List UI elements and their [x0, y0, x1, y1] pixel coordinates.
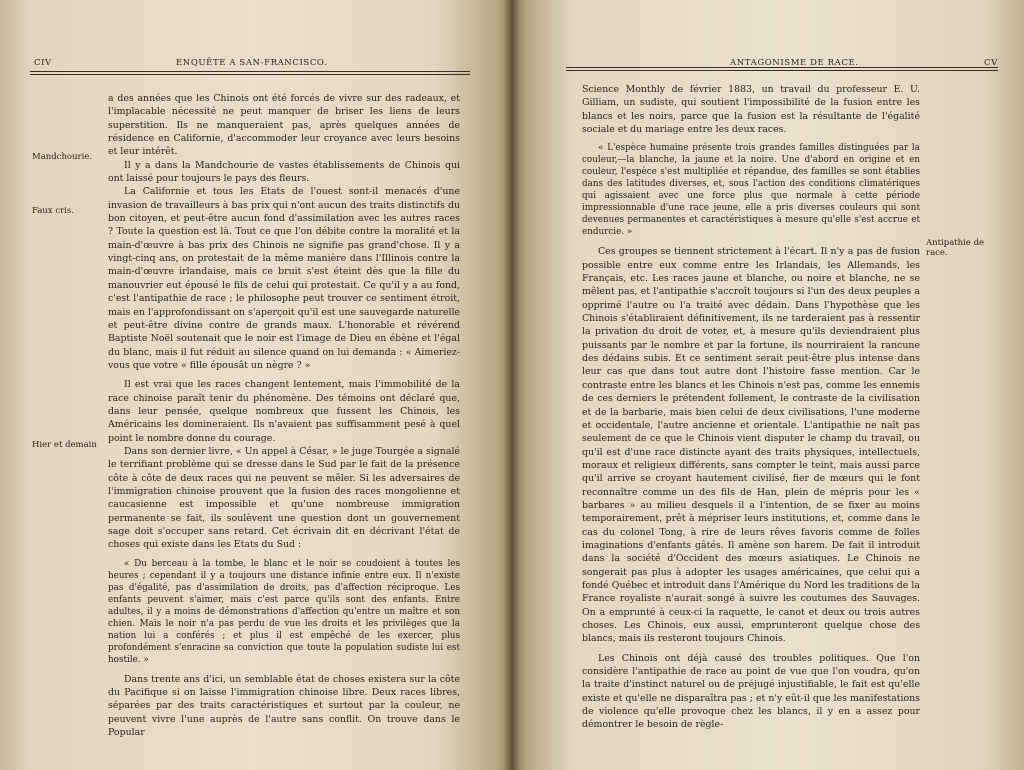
right-page-number: CV	[984, 58, 998, 68]
left-paragraph: La Californie et tous les Etats de l'ouest sont-il menacés d'une invasion de travailleurs à bas prix qui n'ont aucun des traits distinctifs du bon citoyen, et peut-être aucun fond d'assimilation avec les autres races ? Toute la question est là. Tout ce que l'on débite contre la moralité et la main-d'œuvre à bas prix des Chinois ne signifie pas grand'chose. Il y a vingt-cinq ans, on protestait de la même manière dans l'Illinois contre la main-d'œuvre irlandaise, mais ce bruit s'est éteint dès que la fille du manouvrier eut épousé le fils de celui qui protestait. Ce qu'il y a au fond, c'est l'antipathie de race ; le philosophe peut trouver ce sentiment étroit, mais en l'approfondissant on s'aperçoit qu'il est une sauvegarde naturelle et peut-être divine contre de grands maux. L'honorable et révérend Baptiste Noël soutenait que le noir est l'image de Dieu en ébène et l'égal du blanc, mais il fut réduit au silence quand on lui demanda : « Aimeriez-vous que votre « fille épousât un nègre ? »	[108, 186, 460, 371]
left-paragraph: a des années que les Chinois ont été forcés de vivre sur des radeaux, et l'implacable nécessité ne peut manquer de briser les liens de leurs superstition. Ils ne manqueraient pas, après quelques années de résidence en Californie, d'accommoder leur croyance avec leurs besoins et leur intérêt.	[108, 93, 460, 158]
left-body-text	[108, 92, 460, 739]
margin-note-mandchourie: Mandchourie.	[32, 152, 93, 162]
margin-note-faux-cris: Faux cris.	[32, 206, 74, 216]
right-paragraph: Les Chinois ont déjà causé des troubles politiques. Que l'on considère l'antipathie de race au point de vue que l'on voudra, qu'on la traite d'instinct naturel ou de préjugé injustifiable, le fait est qu'elle existe et qu'elle ne disparaîtra pas ; et n'y eût-il que les manifestations de violence qu'elle provoque chez les blancs, il y en a assez pour démontrer le besoin de règle-	[582, 652, 920, 731]
left-paragraph: Il est vrai que les races changent lentement, mais l'immobilité de la race chinoise paraît tenir du phénomène. Des témoins ont déclaré que, dans leur pensée, quelque nombreux que fussent les Chinois, les Américains les domineraient. Ils n'avaient pas suffisamment pesé à quel point le nombre donne du courage.	[108, 379, 460, 444]
left-page-number: CIV	[34, 58, 52, 68]
right-body-text	[582, 83, 920, 732]
margin-note-hier-et-demain: Hier et demain	[32, 440, 97, 450]
right-quote: « L'espèce humaine présente trois grandes familles distinguées par la couleur,—la blanche, la jaune et la noire. Une d'abord en origine et en couleur, l'espèce s'est multipliée et répandue, des familles se sont établies dans des latitudes diverses, et, sous l'action des conditions climatériques qui agissaient avec une force plus que normale à cette période impressionnable d'une race jeune, elle a pris diverses couleurs qui sont devenues permanentes et caractéristiques à mesure qu'elle s'est accrue et endurcie. »	[582, 143, 920, 238]
margin-note-antipathie: Antipathie de race.	[926, 238, 985, 258]
right-paragraph: Ces groupes se tiennent strictement à l'écart. Il n'y a pas de fusion possible entre eux comme entre les Irlandais, les Allemands, les Français, etc. Les races jaune et blanche, ou noire et blanche, ne se mêlent pas, et l'antipathie s'accroît toujours si l'un des deux peuples a opprimé l'autre ou l'a traité avec dédain. Dans l'hypothèse que les Chinois s'établiraient définitivement, ils ne tarderaient pas à ressentir la privation du droit de voter, et, à mesure qu'ils deviendraient plus puissants par le nombre et par la fortune, ils nourriraient la rancune des dédains subis. Et ce sentiment serait peut-être plus intense dans leur cas que dans tout autre dont l'histoire fasse mention. Car le contraste entre les blancs et les Chinois n'est pas, comme les ennemis de ces derniers le prétendent follement, le contraste de la civilisation et de la barbarie, mais bien celui de deux civilisations, l'une moderne et occidentale, l'autre ancienne et orientale. L'antipathie ne naît pas seulement de ce que le Chinois vient disputer le champ du travail, ou qu'il est d'une race distincte ayant des traits physiques, intellectuels, moraux et religieux différents, sans compter le teint, mais aussi parce qu'il arrive se croyant hautement civilisé, fier de mœurs qui le font reconnaître comme un des fils de Han, plein de mépris pour les « barbares » au milieu desquels il a l'intention, de se fixer au moins temporairement, prêt à mépriser leurs institutions, et, comme dans le cas du colonel Tong, à rire de leurs rêves favoris comme de folles imaginations d'enfants gâtés. Il amène son harem. De fait il introduit dans la société d'Occident des mœurs asiatiques. Le Chinois ne songerait pas plus à adopter les usages américaines, que celui qui a fondé Québec et introduit dans l'Amérique du Nord les traditions de la France royaliste n'aurait songé à suivre les coutumes des Sauvages. On a emprunté à ceux-ci la raquette, le canot et deux ou trois autres choses. Les Chinois, eux aussi, emprunteront quelque chose des blancs, mais ils resteront toujours Chinois.	[582, 246, 920, 645]
left-header-rule	[30, 71, 470, 72]
left-header-rule-thin	[30, 74, 470, 75]
left-quote: « Du berceau à la tombe, le blanc et le noir se coudoient à toutes les heures ; cependant il y a toujours une distance infinie entre eux. Il n'existe pas d'égalité, pas d'assimilation de droits, pas d'affection réciproque. Les enfants peuvent s'aimer, mais c'est parce qu'ils sont des enfants. Entre adultes, il y a moins de démonstrations d'affection qu'entre un maître et son chien. Mais le noir n'a pas perdu de vue les droits et les privilèges que la nation lui a conférés ; et plus il est empêché de les exercer, plus profondément s'enracine sa conviction que toute la population sudiste lui est hostile. »	[108, 558, 460, 665]
left-closing-paragraph: Dans trente ans d'ici, un semblable état de choses existera sur la côte du Pacifique si on laisse l'immigration chinoise libre. Deux races libres, séparées par des traits caractéristiques et surtout par la couleur, ne peuvent vivre l'une auprès de l'autre sans conflit. On trouve dans le Popular	[108, 673, 460, 739]
right-opening-paragraph: Science Monthly de février 1883, un travail du professeur E. U. Gilliam, un sudiste, qui soutient l'impossibilité de la fusion entre les blancs et les noirs, parce que la fusion est la résultante de l'égalité sociale et du mariage entre les deux races.	[582, 84, 920, 136]
right-header-rule	[566, 67, 998, 68]
left-running-head: ENQUÊTE A SAN-FRANCISCO.	[176, 58, 328, 68]
left-paragraph: Il y a dans la Mandchourie de vastes établissements de Chinois qui ont laissé pour toujours le pays des fleurs.	[108, 159, 460, 185]
right-running-head: ANTAGONISME DE RACE.	[730, 58, 859, 68]
book-gutter	[505, 0, 519, 770]
right-header-rule-thin	[566, 70, 998, 71]
left-paragraph: Dans son dernier livre, « Un appel à César, » le juge Tourgée a signalé le terrifiant problème qui se dresse dans le Sud par le fait de la présence côte à côte de deux races qui ne peuvent se mêler. Si les adversaires de l'immigration chinoise prouvent que la fusion des races mongolienne et caucasienne est impossible et qu'une nombreuse immigration permanente se fait, ils soulèvent une question dont un gouvernement sage doit s'occuper sans retard. Cet écrivain dit en décrivant l'état de choses qui existe dans les Etats du Sud :	[108, 445, 460, 551]
